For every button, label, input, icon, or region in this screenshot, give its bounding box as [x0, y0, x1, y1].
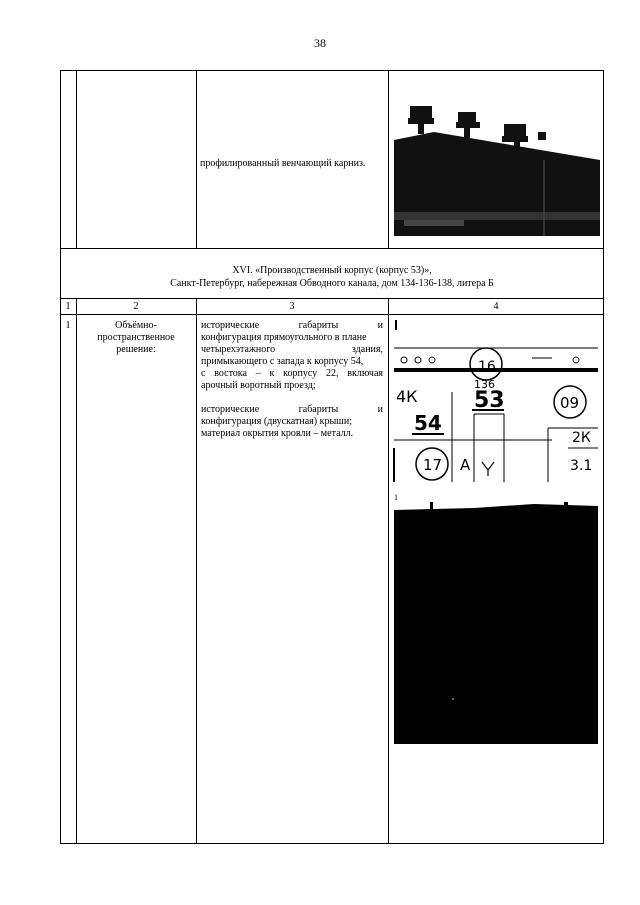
top-row-text: профилированный венчающий карниз. [200, 158, 366, 169]
row-divider [60, 298, 604, 299]
map-label: 09 [560, 394, 580, 412]
column-divider [196, 70, 197, 248]
cornice-photo [394, 100, 600, 236]
row-label-line: решение: [116, 344, 156, 355]
column-number: 4 [493, 301, 499, 312]
map-label: 16 [478, 359, 496, 375]
description-paragraph-1 [201, 320, 383, 392]
row-label-line: Объёмно- [115, 320, 157, 331]
map-label: 4К [396, 387, 418, 406]
section-title-line2: Санкт-Петербург, набережная Обводного канала, дом 134-136-138, литера Б [170, 278, 494, 289]
row-divider [60, 248, 604, 249]
description-line: конфигурация (двускатная) крыши; [201, 416, 352, 427]
description-line: исторические габариты и [201, 320, 383, 331]
building-photo [394, 502, 598, 744]
row-label [80, 320, 192, 356]
page-number: 38 [314, 36, 326, 50]
description-line: исторические габариты и [201, 404, 383, 415]
description-line: арочный воротный проезд; [201, 380, 316, 391]
column-divider [388, 70, 389, 248]
row-label-line: пространственное [97, 332, 175, 343]
map-label: 53 [474, 388, 505, 413]
column-number: 3 [289, 301, 295, 312]
column-divider [196, 298, 197, 844]
site-plan-map [392, 318, 600, 482]
column-divider [388, 298, 389, 844]
column-divider [76, 70, 77, 248]
map-label: 136 [474, 378, 495, 391]
photo-marker: 1 [394, 493, 398, 502]
column-number: 2 [133, 301, 139, 312]
description-line: четырехэтажного здания, [201, 344, 383, 355]
map-label: 3.1 [570, 458, 593, 474]
description-paragraph-2 [201, 404, 383, 440]
map-label: 17 [423, 456, 443, 474]
row-number: 1 [65, 320, 71, 331]
column-divider [76, 298, 77, 844]
description-line: материал окрытия кровли – металл. [201, 428, 354, 439]
column-number: 1 [65, 301, 71, 312]
description-line: примыкающего с запада к корпусу 54, [201, 356, 364, 367]
map-label: 54 [414, 411, 442, 435]
section-title [60, 264, 604, 290]
description-line: конфигурация прямоугольного в плане [201, 332, 367, 343]
map-label: А [460, 456, 471, 474]
row-divider [60, 314, 604, 315]
description-line: с востока – к корпусу 22, включая [201, 368, 383, 379]
map-label: 2К [572, 430, 591, 446]
section-title-line1: XVI. «Производственный корпус (корпус 53)», [232, 265, 432, 276]
